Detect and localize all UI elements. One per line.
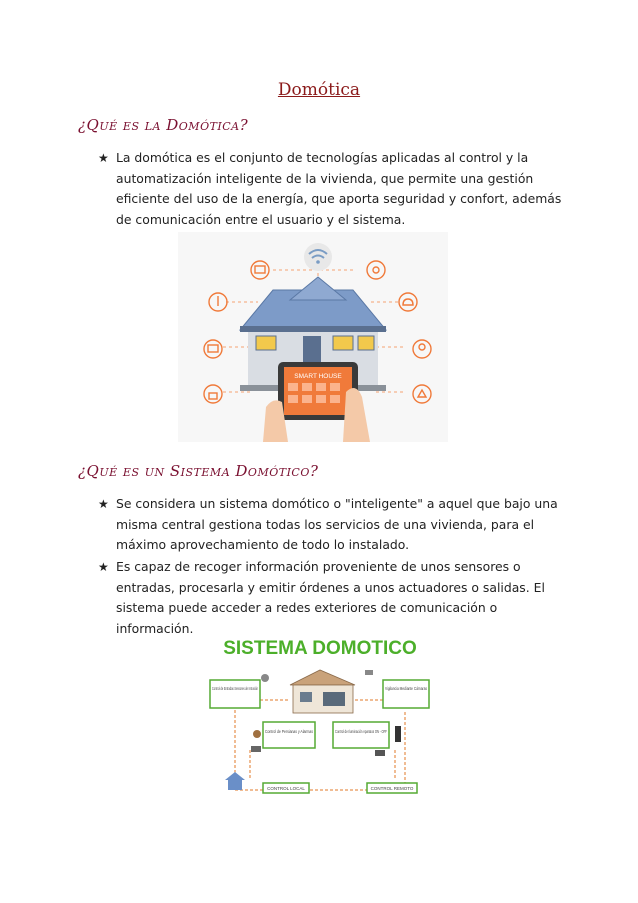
diagram-box-label: Control de Iluminación Aparatos ON - OFF: [335, 729, 388, 734]
diagram-box-iluminacion: [333, 722, 389, 748]
bullet-item: [98, 557, 568, 639]
page-title: Domótica: [277, 80, 361, 100]
diagram-title: SISTEMA DOMOTICO: [223, 638, 417, 659]
section-heading-domotica: ¿Qué es la Domótica?: [78, 116, 249, 134]
star-bullet-icon: ★: [98, 151, 109, 165]
diagram-box-label: Vigilancia Mediante Cámaras: [385, 686, 428, 691]
diagram-box-vigilancia: [383, 680, 429, 708]
bullet-text: Se considera un sistema domótico o "inteligente" a aquel que bajo una misma central gestiona todas los servicios de una vivienda, para el máximo aprovechamiento de todo lo instalado.: [116, 496, 558, 552]
bullet-item: [98, 494, 568, 556]
sistema-domotico-diagram: [205, 630, 435, 802]
diagram-box-label: CONTROL REMOTO: [370, 786, 414, 791]
bullet-text: La domótica es el conjunto de tecnologías aplicadas al control y la automatización inteligente de la vivienda, que permite una gestión eficiente del uso de la energía, que aporta seguridad y confort, además de comunicación entre el usuario y el sistema.: [116, 150, 562, 227]
smart-house-illustration: [178, 232, 448, 442]
diagram-box-persianas: [263, 722, 315, 748]
section-heading-sistema: ¿Qué es un Sistema Domótico?: [78, 462, 319, 480]
bullet-item: [98, 148, 568, 230]
diagram-box-label: Control de Persianas y Alarmas: [265, 729, 314, 734]
star-bullet-icon: ★: [98, 497, 109, 511]
bullet-text: Es capaz de recoger información proveniente de unos sensores o entradas, procesarla y emitir órdenes a unos actuadores o salidas. El sistema puede acceder a redes exteriores de comunicación o información.: [116, 559, 545, 636]
diagram-box-label: Control de Entradas Sensores de Intrusión: [212, 686, 259, 691]
smart-house-label: SMART HOUSE: [294, 373, 342, 380]
diagram-box-entradas: [210, 680, 260, 708]
wifi-icon: [304, 243, 332, 271]
star-bullet-icon: ★: [98, 560, 109, 574]
diagram-box-label: CONTROL LOCAL: [267, 786, 305, 791]
